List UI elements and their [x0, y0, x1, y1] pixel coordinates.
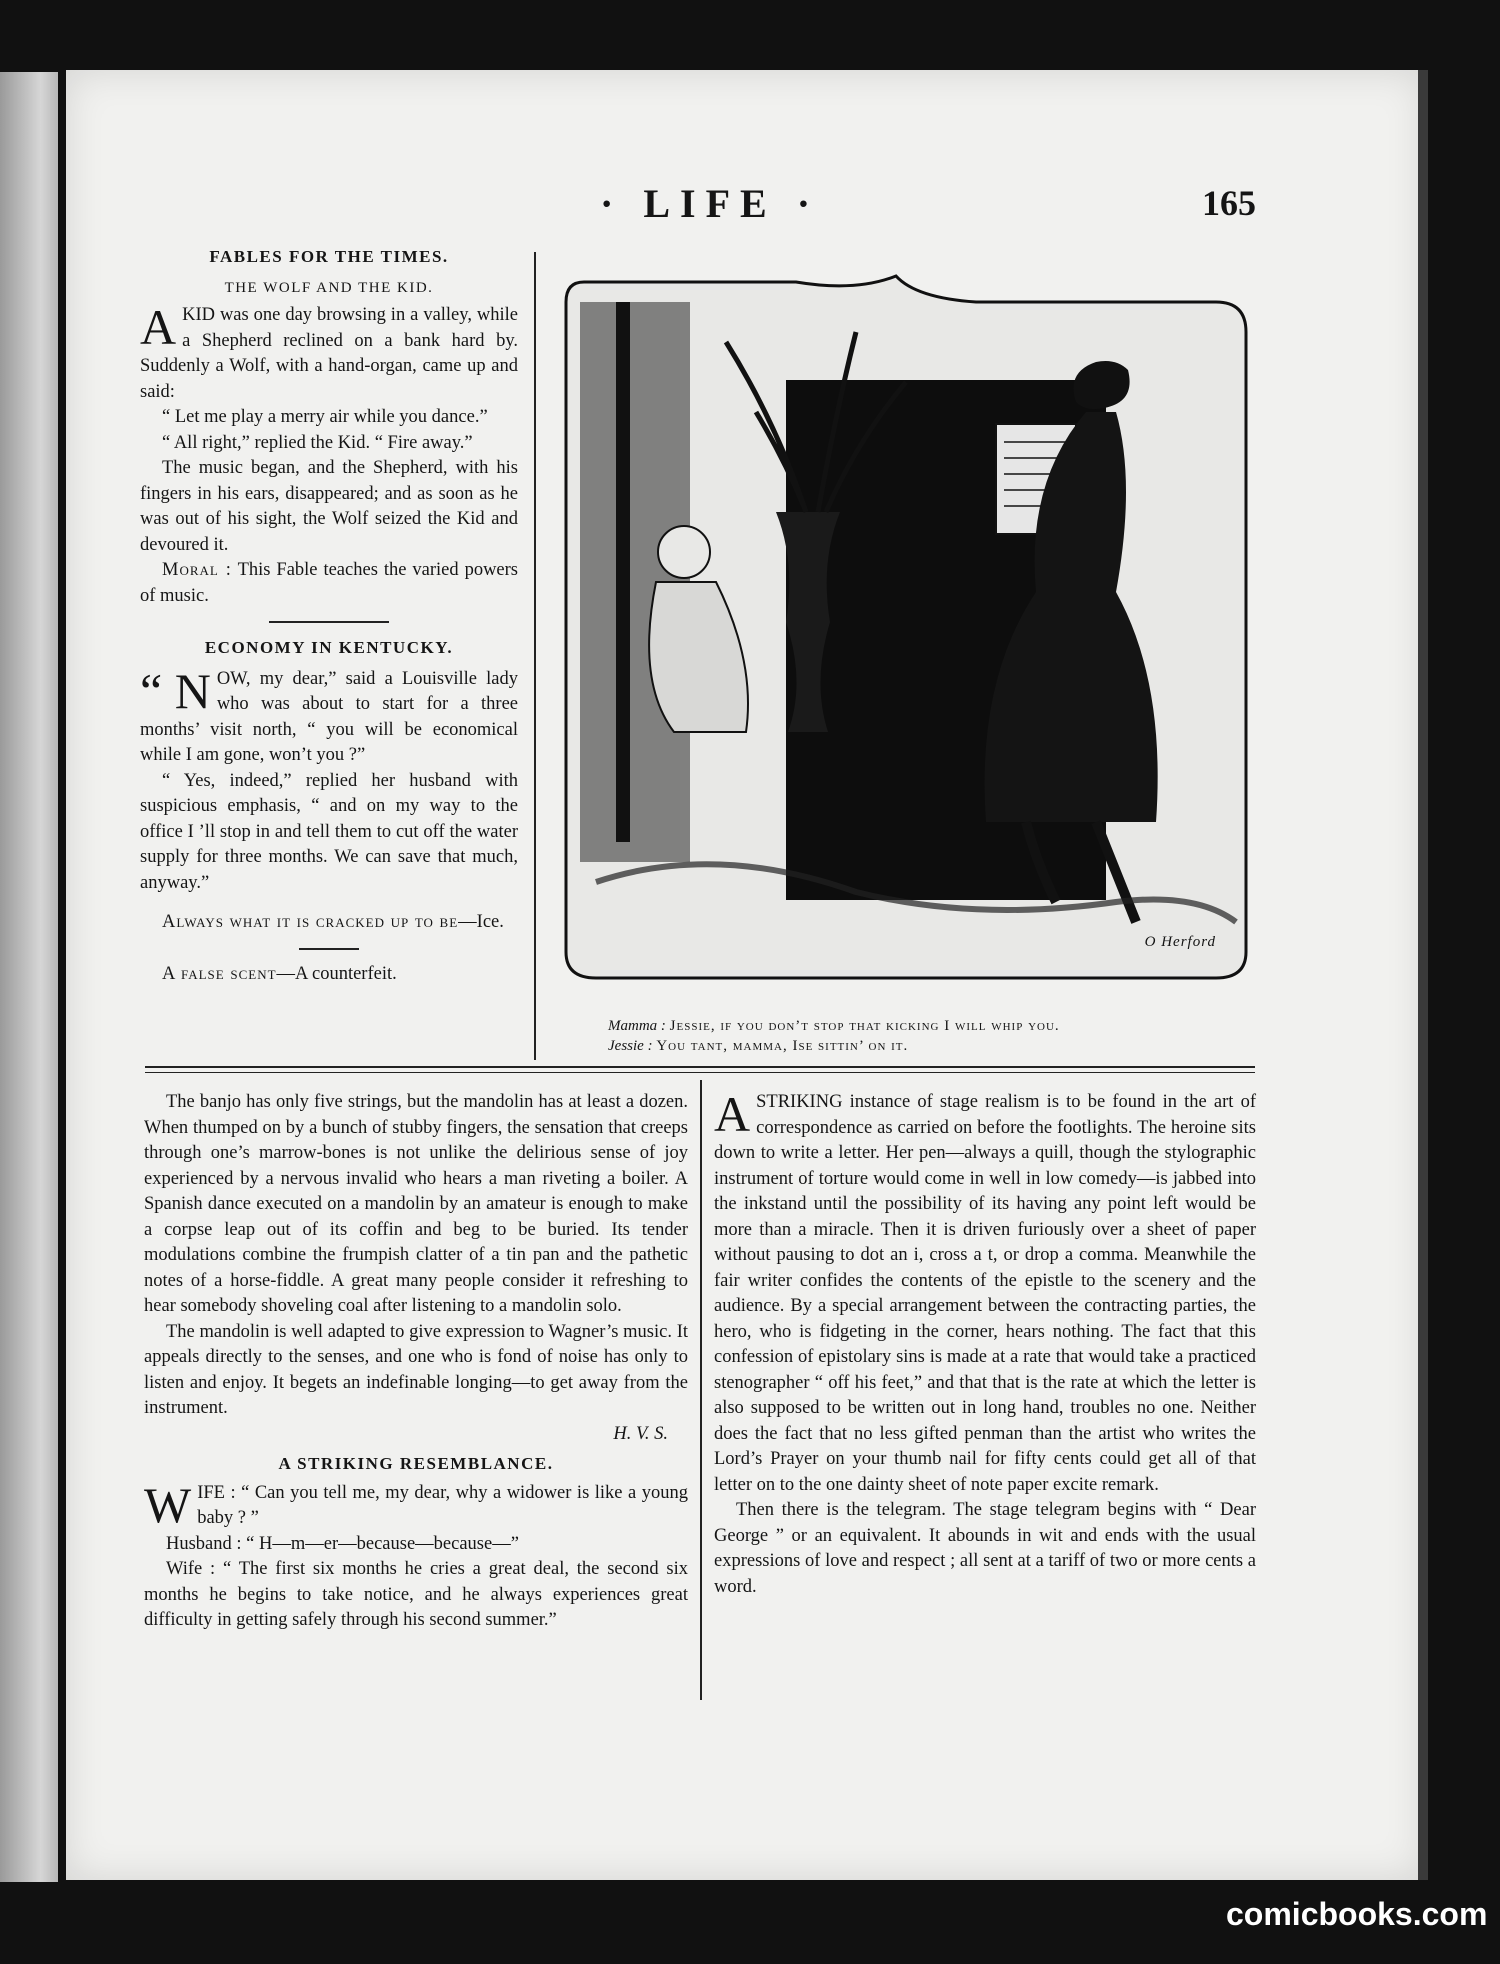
illustration-drawing [556, 262, 1256, 992]
fables-paragraph-1: AKID was one day browsing in a valley, while a Shepherd reclined on a bank hard by. Suddenly a Wolf, with a hand-organ, came up and said: [140, 299, 518, 402]
illustration-caption [608, 1016, 1248, 1056]
right-column-bottom [714, 1086, 1256, 1600]
section-divider [269, 621, 389, 623]
left-column-top [140, 244, 518, 987]
stage-paragraph-2: Then there is the telegram. The stage telegram begins with “ Dear George ” or an equivalent. It abounds in wit and ends with the usual expressions of love and respect ; all sent at a tariff of two or more cents a word. [714, 1500, 1256, 1597]
resemblance-paragraph-3: Wife : “ The first six months he cries a great deal, the second six months he begins to take notice, and he always experiences great difficulty in getting safely through his second summer.” [144, 1559, 688, 1630]
false-scent-squib: A false scent—A counterfeit. [162, 963, 397, 984]
artist-signature: O Herford [1144, 934, 1216, 950]
fables-paragraph-3: “ All right,” replied the Kid. “ Fire away.” [162, 432, 473, 453]
window-frame [616, 302, 630, 842]
resemblance-paragraph-1: WIFE : “ Can you tell me, my dear, why a widower is like a young baby ? ” [144, 1476, 688, 1533]
child-head [658, 526, 710, 578]
caption-line-2: Jessie : You tant, mamma, Ise sittin’ on it. [608, 1038, 909, 1054]
fables-dropcap: A [140, 299, 177, 355]
page-number: 165 [1202, 183, 1256, 223]
page-edge-shadow [1418, 70, 1428, 1880]
mandolin-paragraph-2: The mandolin is well adapted to give expression to Wagner’s music. It appeals directly to the senses, and one who is fond of noise has only to listen and enjoy. It begets an indefinable longing—to get away from the instrument. [144, 1321, 688, 1418]
fables-paragraph-2: “ Let me play a merry air while you dance.” [162, 407, 488, 427]
fables-subheading: THE WOLF AND THE KID. [224, 279, 434, 296]
resemblance-heading: A STRIKING RESEMBLANCE. [278, 1454, 554, 1473]
caption-line-1: Mamma : Jessie, if you don’t stop that kicking I will whip you. [608, 1018, 1060, 1034]
resemblance-dropcap: W [144, 1476, 192, 1533]
fables-paragraph-4: The music began, and the Shepherd, with his fingers in his ears, disappeared; and as soon as he was out of his sight, the Wolf seized the Kid and devoured it. [140, 458, 518, 555]
piano-illustration [556, 262, 1256, 992]
always-squib: Always what it is cracked up to be—Ice. [162, 912, 504, 932]
resemblance-paragraph-2: Husband : “ H—m—er—because—because—” [166, 1533, 519, 1554]
economy-dropcap: “ N [140, 662, 211, 719]
mandolin-paragraph-1: The banjo has only five strings, but the mandolin has at least a dozen. When thumped on by a bunch of stubby fingers, the sensation that creeps through one’s marrow-bones is not unlike the delirious sense of joy experienced by a nervous invalid who hears a man riveting a boiler. A Spanish dance executed on a mandolin by an amateur is enough to make a corpse leap out of its coffin and beg to be buried. Its tender modulations combine the frumpish clatter of a tin pan and the pathetic notes of a horse-fiddle. A great many people consider it refreshing to hear somebody shoveling coal after listening to a mandolin solo. [144, 1092, 688, 1316]
section-rule-top [145, 1066, 1255, 1068]
left-column-bottom [144, 1090, 688, 1634]
economy-paragraph-2: “ Yes, indeed,” replied her husband with suspicious emphasis, “ and on my way to the office I ’ll stop in and tell them to cut off the water supply for three months. We can save that much, anyway.” [140, 770, 518, 893]
masthead: · LIFE · [600, 181, 821, 226]
watermark: comicbooks.com [1226, 1896, 1488, 1932]
section-rule-bottom [145, 1072, 1255, 1073]
stage-paragraph-1: ASTRIKING instance of stage realism is to be found in the art of correspondence as carried on before the footlights. The heroine sits down to write a letter. Her pen—always a quill, though the stylographic instrument of torture would come in well in low comedy—is jabbed into the inkstand until the possibility of its having any point left would be more than a miracle. Then it is driven furiously over a sheet of paper without pausing to dot an i, cross a t, or drop a comma. Meanwhile the fair writer confides the contents of the epistle to the scenery and the audience. By a special arrangement between the contracting parties, the hero, who is fidgeting in the corner, hears nothing. The fact that this confession of epistolary sins is made at a rate that would take a practiced stenographer “ off his feet,” and that that is the rate at which the letter is also supposed to be written out in long hand, troubles no one. Neither does the fact that no less gifted penman than the artist who writes the Lord’s Prayer on your thumb nail for fifty cents could get all of that letter on to the one dainty sheet of note paper excite remark. [714, 1086, 1256, 1495]
mandolin-signature: H. V. S. [613, 1423, 668, 1444]
column-rule-vertical [534, 252, 536, 1060]
economy-heading: ECONOMY IN KENTUCKY. [204, 638, 454, 657]
economy-paragraph-1: “ N OW, my dear,” said a Louisville lady who was about to start for a three months’ visit north, “ you will be economical while I am gone, won’t you ?” [140, 662, 518, 765]
squib-divider [299, 948, 359, 950]
facing-page-edge [0, 72, 58, 1882]
column-rule-vertical-bottom [700, 1080, 702, 1700]
fables-moral: Moral : This Fable teaches the varied powers of music. [140, 560, 518, 606]
stage-dropcap: A [714, 1086, 751, 1142]
fables-heading: FABLES FOR THE TIMES. [209, 247, 449, 266]
